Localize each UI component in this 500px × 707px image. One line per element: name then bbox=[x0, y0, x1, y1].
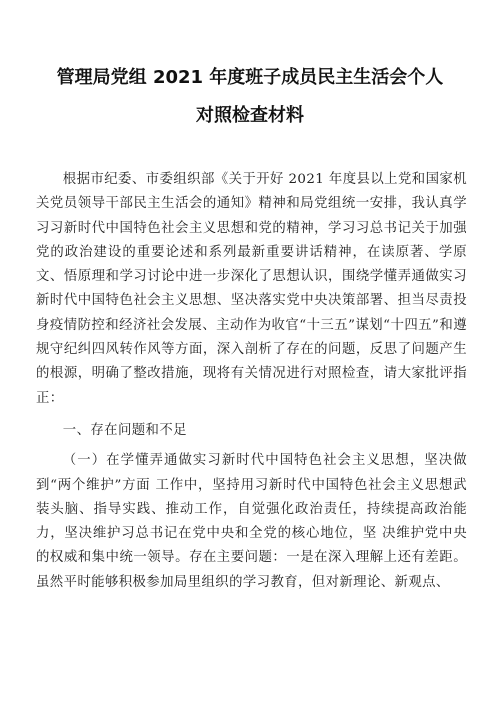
document-title-line-1: 管理局党组 2021 年度班子成员民主生活会个人 bbox=[56, 67, 444, 88]
section-heading-problems: 一、存在问题和不足 bbox=[62, 422, 187, 438]
intro-paragraph: 根据市纪委、市委组织部《关于开好 2021 年度县以上党和国家机关党员领导干部民主生活会的通知》精神和局党组统一安排，我认真学习习新时代中国特色社会主义思想和党的精神，学习习总书记关于加强党的政治建设的重要论述和系列最新重要讲话精神，在读原著、学原文、悟原理和学习讨论中进一步深化了思想认识，围绕学懂弄通做实习新时代中国特色社会主义思想、坚决落实党中央决策部署、担当尽责投身疫情防控和经济社会发展、主动作为收官“十三五”谋划“十四五”和遵规守纪纠四风转作风等方面，深入剖析了存在的问题，反思了问题产生的根源，明确了整改措施，现将有关情况进行对照检查，请大家批评指正： bbox=[36, 172, 467, 406]
document-body bbox=[36, 168, 467, 595]
document-title-line-2: 对照检查材料 bbox=[196, 105, 304, 126]
section-1-paragraph-1: （一）在学懂弄通做实习新时代中国特色社会主义思想，坚决做到“两个维护”方面 工作中，坚持用习新时代中国特色社会主义思想武装头脑、指导实践、推动工作，自觉强化政治责任，持续提高政治能力，坚决维护习总书记在党中央和全党的核心地位，坚 决维护党中央的权威和集中统一领导。存在主要问题：一是在深入理解上还有差距。虽然平时能够积极参加局里组织的学习教育，但对新理论、新观点、 bbox=[36, 453, 467, 590]
